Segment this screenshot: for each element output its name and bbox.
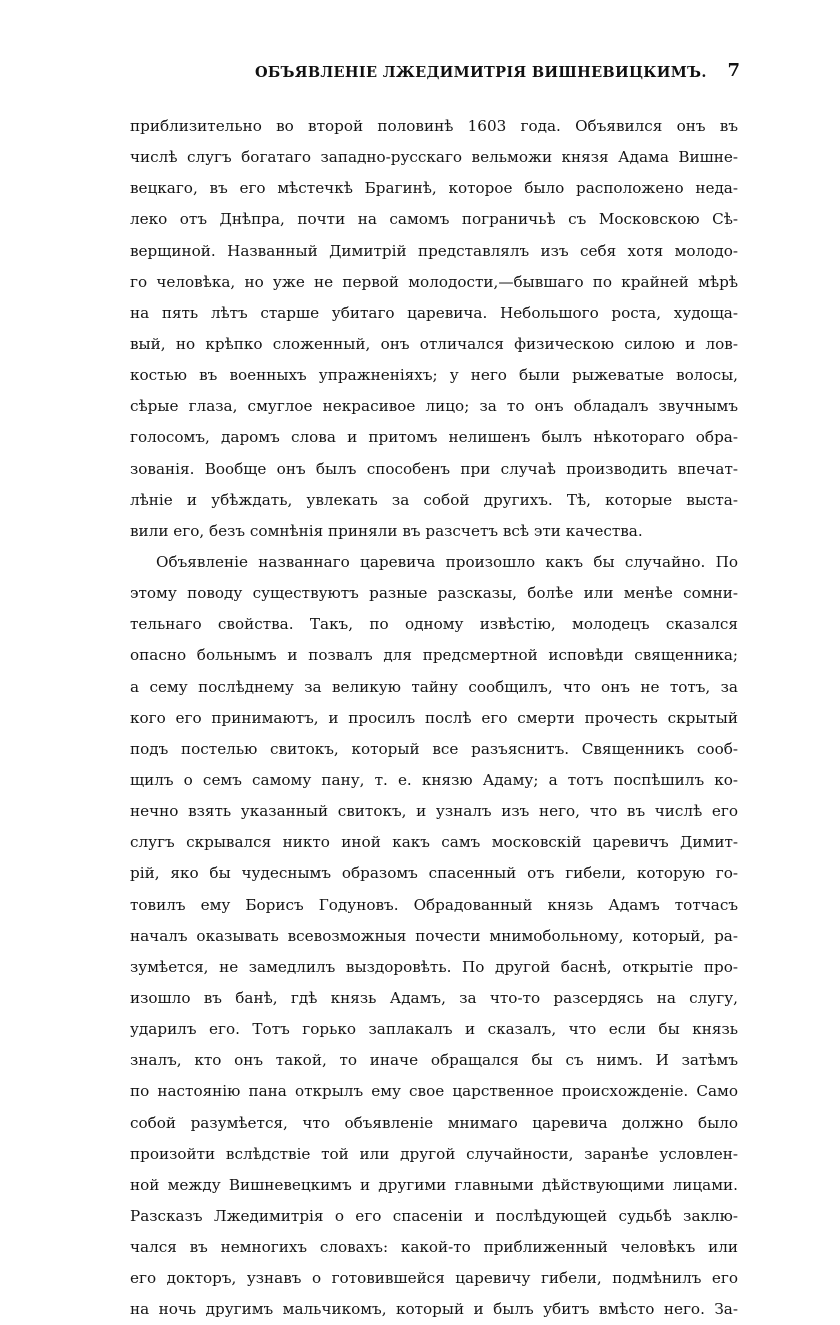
text-line: изошло въ банѣ, гдѣ князь Адамъ, за что-то разсердясь на слугу,	[130, 988, 738, 1007]
text-line: кого его принимаютъ, и просилъ послѣ его смерти прочесть скрытый	[130, 708, 738, 727]
text-line: а сему послѣднему за великую тайну сообщилъ, что онъ не тотъ, за	[130, 677, 738, 696]
text-line: на ночь другимъ мальчикомъ, который и былъ убитъ вмѣсто него. За-	[130, 1300, 738, 1319]
text-line: этому поводу существуютъ разные разсказы, болѣе или менѣе сомни-	[130, 584, 738, 603]
text-line: костью въ военныхъ упражненіяхъ; у него были рыжеватые волосы,	[130, 366, 738, 385]
text-line: на пять лѣтъ старше убитаго царевича. Небольшого роста, худоща-	[130, 303, 738, 322]
text-line: лѣніе и убѣждать, увлекать за собой другихъ. Тѣ, которые выста-	[130, 490, 738, 509]
text-line: леко отъ Днѣпра, почти на самомъ пограничьѣ съ Московскою Сѣ-	[130, 210, 738, 229]
text-line: ной между Вишневецкимъ и другими главными дѣйствующими лицами.	[130, 1175, 738, 1194]
text-line: вецкаго, въ его мѣстечкѣ Брагинѣ, которое было расположено неда-	[130, 179, 738, 198]
page-header	[128, 62, 740, 86]
text-line: тельнаго свойства. Такъ, по одному извѣстію, молодецъ сказался	[130, 615, 738, 634]
text-line: приблизительно во второй половинѣ 1603 года. Объявился онъ въ	[130, 117, 738, 135]
text-line: зованія. Вообще онъ былъ способенъ при случаѣ производить впечат-	[130, 459, 738, 478]
page-number: 7	[727, 60, 740, 81]
body-text	[130, 111, 738, 1325]
text-line: товилъ ему Борисъ Годуновъ. Обрадованный князь Адамъ тотчасъ	[130, 895, 738, 914]
text-line: вый, но крѣпко сложенный, онъ отличался физическою силою и лов-	[130, 334, 738, 353]
text-line: собой разумѣется, что объявленіе мнимаго царевича должно было	[130, 1113, 738, 1132]
text-line: числѣ слугъ богатаго западно-русскаго вельможи князя Адама Вишне-	[130, 148, 738, 167]
text-line: зумѣется, не замедлилъ выздоровѣть. По другой баснѣ, открытіе про-	[130, 957, 738, 976]
running-head: ОБЪЯВЛЕНІЕ ЛЖЕДИМИТРІЯ ВИШНЕВИЦКИМЪ.	[255, 64, 707, 81]
text-line: Разсказъ Лжедимитрія о его спасеніи и послѣдующей судьбѣ заклю-	[130, 1206, 738, 1225]
text-line: по настоянію пана открылъ ему свое царственное происхожденіе. Само	[130, 1082, 738, 1101]
text-line: произойти вслѣдствіе той или другой случайности, заранѣе условлен-	[130, 1144, 738, 1163]
text-line: подъ постелью свитокъ, который все разъяснитъ. Священникъ сооб-	[130, 739, 738, 758]
text-line: верщиной. Названный Димитрій представлялъ изъ себя хотя молодо-	[130, 241, 738, 260]
text-line: чался въ немногихъ словахъ: какой-то приближенный человѣкъ или	[130, 1238, 738, 1257]
text-line: голосомъ, даромъ слова и притомъ нелишенъ былъ нѣкотораго обра-	[130, 428, 738, 447]
text-line: началъ оказывать всевозможныя почести мнимобольному, который, ра-	[130, 926, 738, 945]
text-line: го человѣка, но уже не первой молодости,—бывшаго по крайней мѣрѣ	[130, 272, 738, 291]
text-line: зналъ, кто онъ такой, то иначе обращался бы съ нимъ. И затѣмъ	[130, 1051, 738, 1070]
text-line: опасно больнымъ и позвалъ для предсмертной исповѣди священника;	[130, 646, 738, 665]
text-line: его докторъ, узнавъ о готовившейся царевичу гибели, подмѣнилъ его	[130, 1269, 738, 1288]
paragraph	[130, 547, 738, 1325]
text-line: нечно взять указанный свитокъ, и узналъ изъ него, что въ числѣ его	[130, 802, 738, 821]
paragraph	[130, 111, 738, 547]
text-line: рій, яко бы чудеснымъ образомъ спасенный отъ гибели, которую го-	[130, 864, 738, 883]
text-line: ударилъ его. Тотъ горько заплакалъ и сказалъ, что если бы князь	[130, 1020, 738, 1039]
text-line: щилъ о семъ самому пану, т. е. князю Адаму; а тотъ поспѣшилъ ко-	[130, 770, 738, 789]
text-line: сѣрые глаза, смуглое некрасивое лицо; за то онъ обладалъ звучнымъ	[130, 397, 738, 416]
text-line: вили его, безъ сомнѣнія приняли въ разсчетъ всѣ эти качества.	[130, 521, 643, 540]
text-line: слугъ скрывался никто иной какъ самъ московскій царевичъ Димит-	[130, 833, 738, 852]
text-line: Объявленіе названнаго царевича произошло какъ бы случайно. По	[156, 552, 738, 571]
